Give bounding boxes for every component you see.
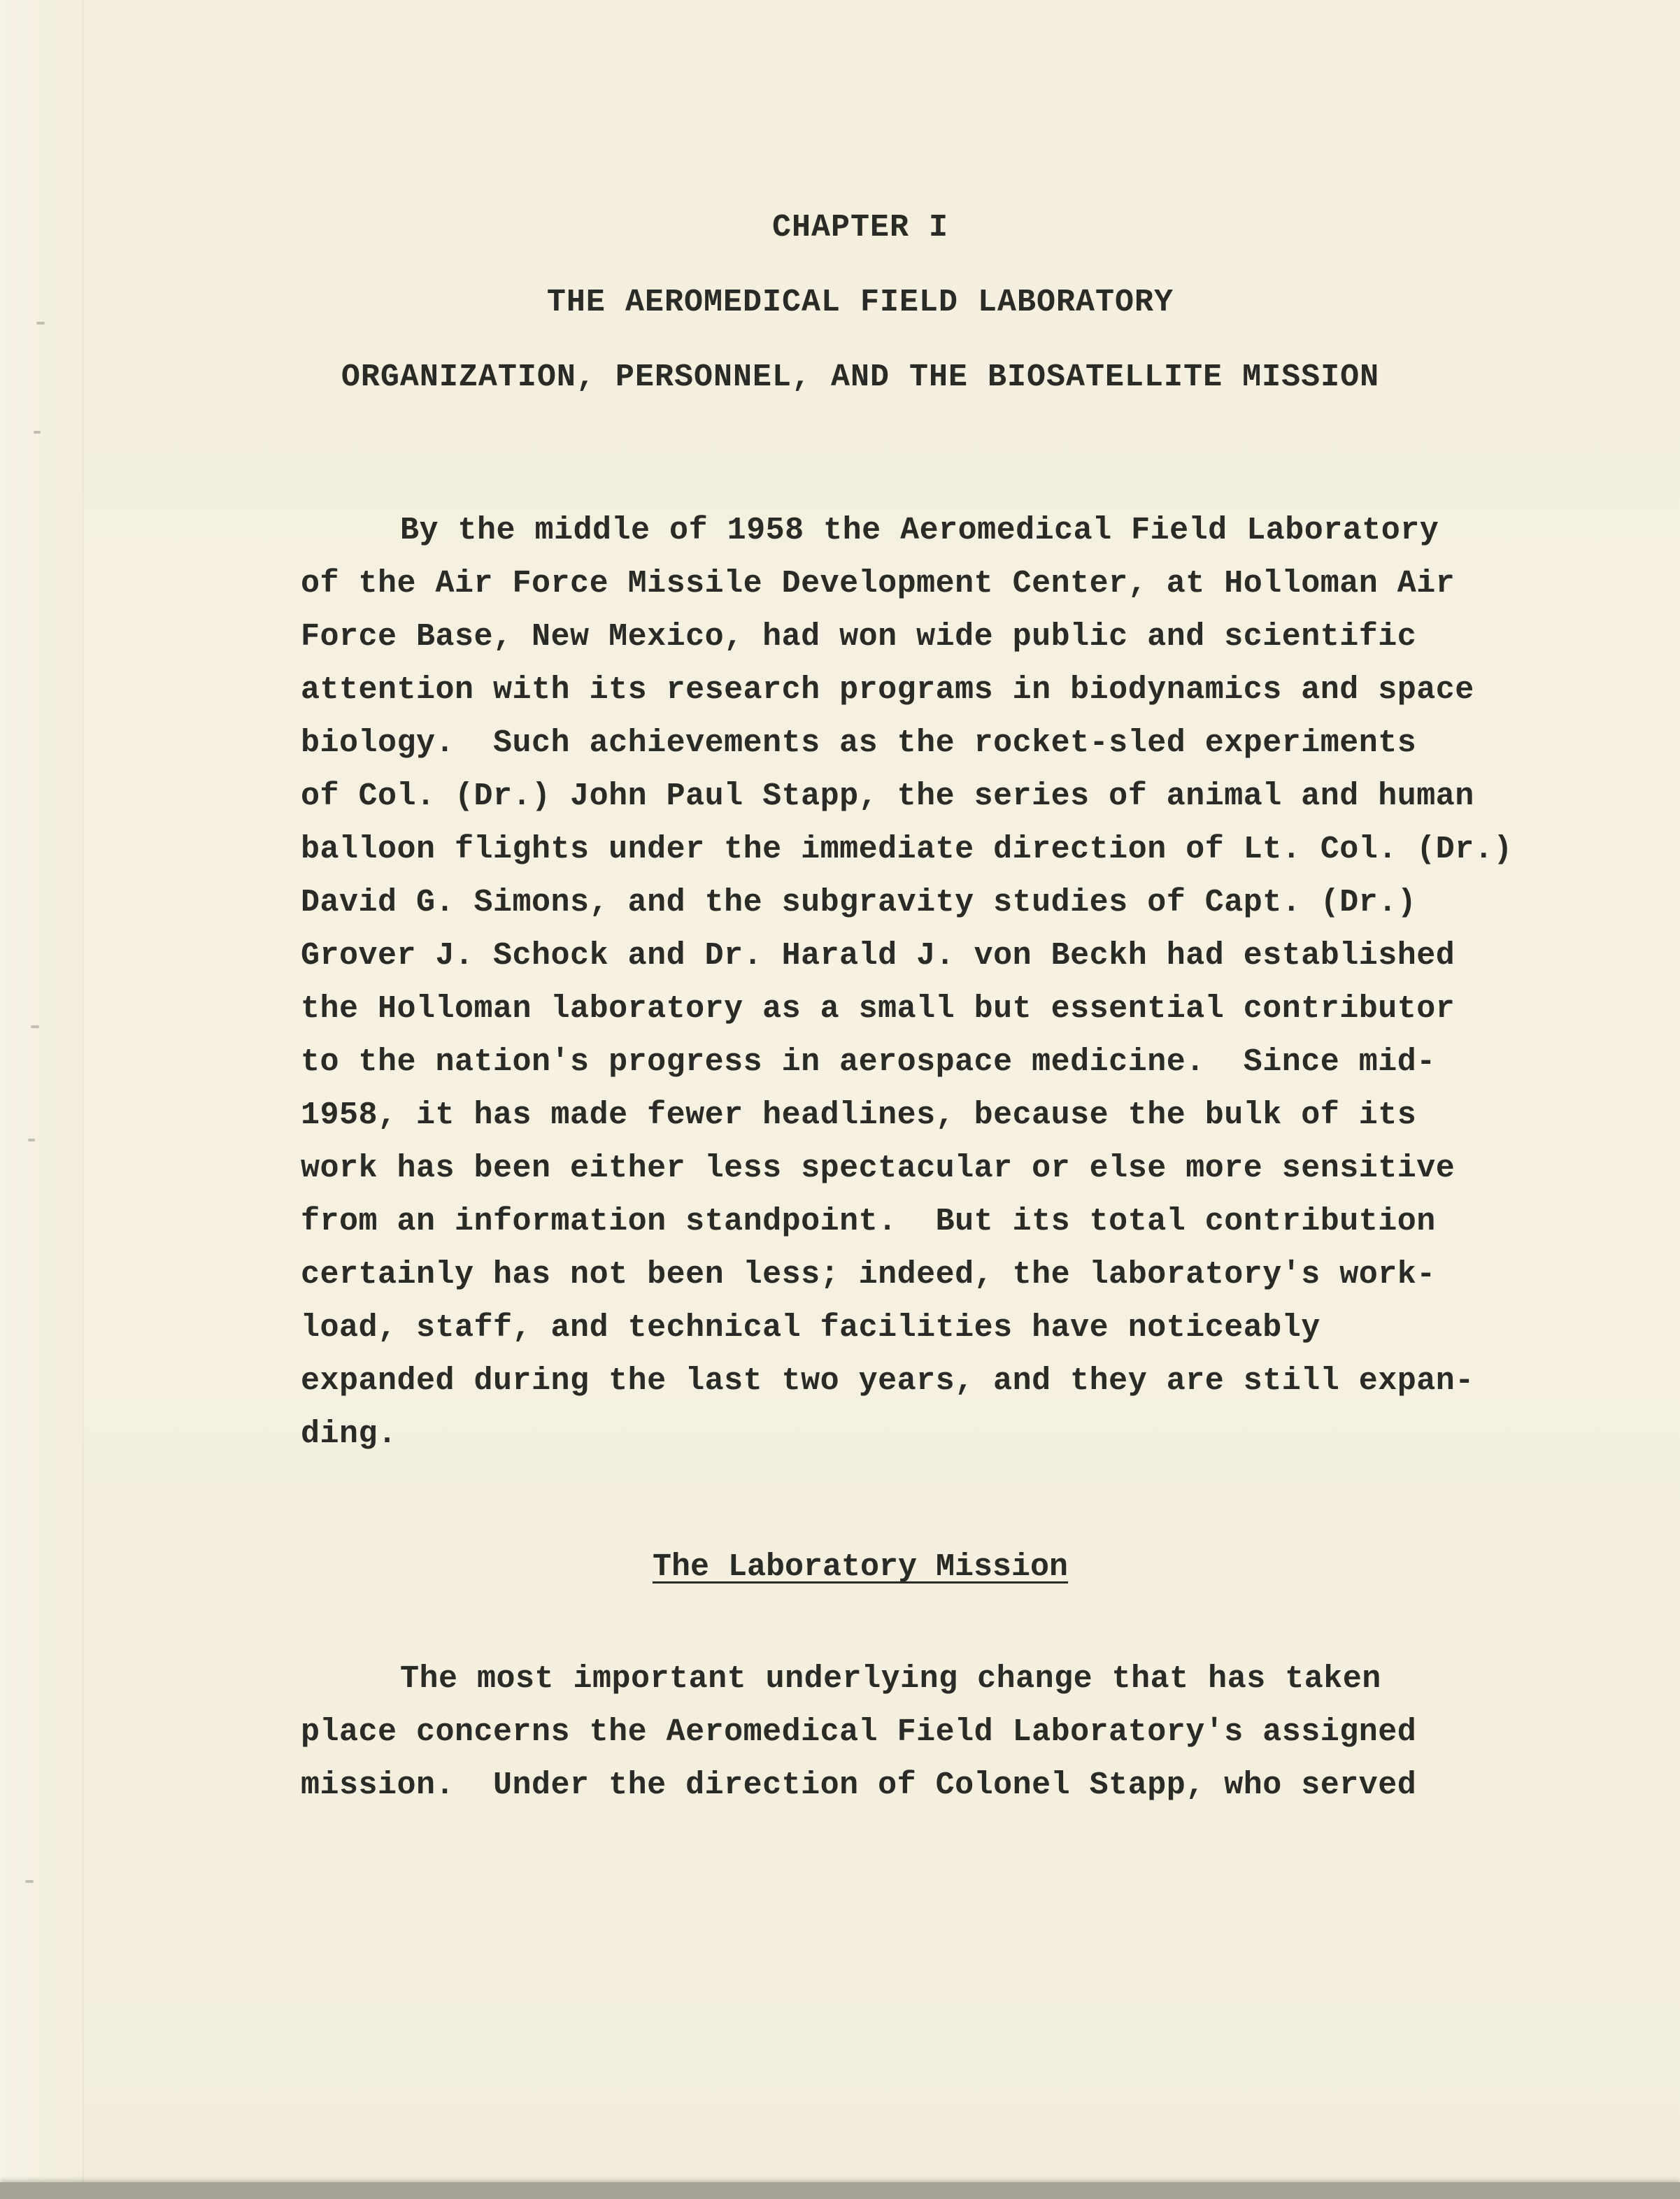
paragraph-2: [301, 1653, 1518, 1812]
text-line: balloon flights under the immediate direction of Lt. Col. (Dr.): [301, 832, 1513, 867]
chapter-heading: CHAPTER I: [771, 210, 949, 245]
scan-edge-line: [83, 0, 84, 2199]
text-line: mission. Under the direction of Colonel Stapp, who served: [301, 1767, 1417, 1803]
text-line: ding.: [301, 1416, 397, 1452]
section-heading: [301, 1546, 1420, 1588]
text-line: biology. Such achievements as the rocket-sled experiments: [301, 725, 1417, 761]
section-heading-text: The Laboratory Mission: [652, 1549, 1069, 1585]
text-line: 1958, it has made fewer headlines, because the bulk of its: [301, 1097, 1417, 1133]
text-line: certainly has not been less; indeed, the laboratory's work-: [301, 1257, 1436, 1293]
scan-artifact: [34, 431, 41, 434]
document-subtitle: ORGANIZATION, PERSONNEL, AND THE BIOSATELLITE MISSION: [341, 360, 1380, 395]
scan-artifact: [31, 1025, 39, 1028]
chapter-header-block: [301, 190, 1420, 415]
scan-artifact: [36, 322, 45, 325]
text-line: work has been either less spectacular or else more sensitive: [301, 1151, 1455, 1186]
text-line: David G. Simons, and the subgravity studies of Capt. (Dr.): [301, 885, 1417, 920]
text-line: from an information standpoint. But its total contribution: [301, 1204, 1436, 1239]
text-line: of the Air Force Missile Development Center, at Holloman Air: [301, 566, 1455, 602]
typed-content: [301, 190, 1518, 1812]
scan-artifact: [28, 1139, 35, 1141]
text-line: By the middle of 1958 the Aeromedical Field Laboratory: [400, 513, 1439, 548]
text-line: the Holloman laboratory as a small but essential contributor: [301, 991, 1455, 1027]
text-line: place concerns the Aeromedical Field Laboratory's assigned: [301, 1714, 1417, 1750]
text-line: of Col. (Dr.) John Paul Stapp, the series of animal and human: [301, 778, 1474, 814]
scan-left-edge: [0, 0, 83, 2199]
text-line: Grover J. Schock and Dr. Harald J. von Beckh had established: [301, 938, 1455, 974]
document-title: THE AEROMEDICAL FIELD LABORATORY: [546, 285, 1174, 320]
text-line: Force Base, New Mexico, had won wide public and scientific: [301, 619, 1417, 655]
text-line: The most important underlying change that has taken: [400, 1661, 1381, 1697]
text-line: to the nation's progress in aerospace medicine. Since mid-: [301, 1044, 1436, 1080]
text-line: expanded during the last two years, and they are still expan-: [301, 1363, 1474, 1399]
text-line: load, staff, and technical facilities have noticeably: [301, 1310, 1320, 1346]
text-line: attention with its research programs in biodynamics and space: [301, 672, 1474, 708]
scan-bottom-edge: [0, 2182, 1680, 2199]
paragraph-1: [301, 504, 1518, 1461]
scan-artifact: [25, 1880, 34, 1883]
